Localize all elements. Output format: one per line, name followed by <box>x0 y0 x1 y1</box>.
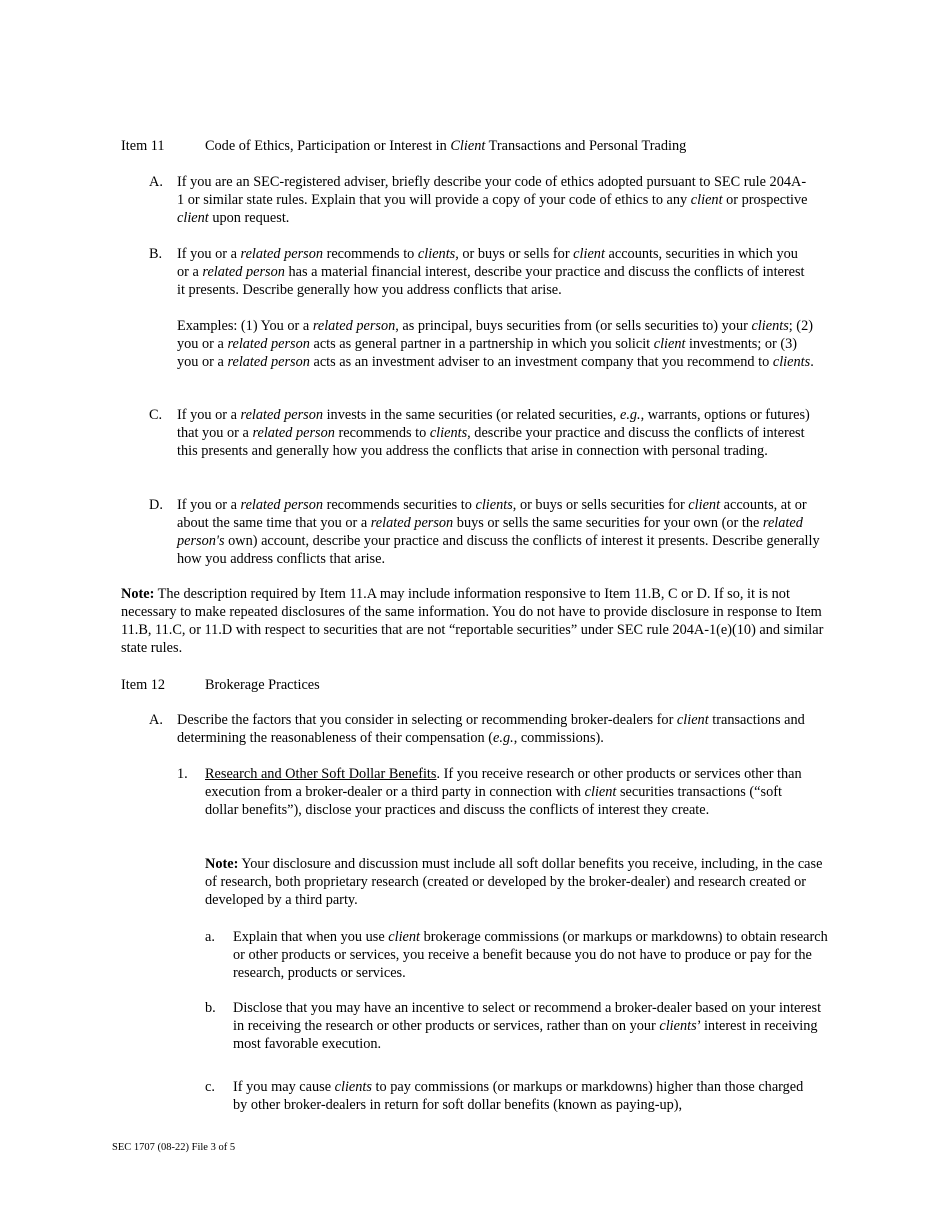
item-11b-label: B. <box>149 246 163 262</box>
item-11-note: Note: The description required by Item 11.A may include information responsive to Item 11.B, C or D. If so, it is not necessary to make repeated disclosures of the same information. You do not have to provide disclosure in response to Item 11.B, 11.C, or 11.D with respect to securities that are not “reportable securities” under SEC rule 204A-1(e)(10) and similar state rules. <box>121 586 824 656</box>
item-12a-label: A. <box>149 712 163 728</box>
item-12a1-label: 1. <box>177 766 188 782</box>
item-12a1b-label: b. <box>205 1000 216 1016</box>
item-12a1c-label: c. <box>205 1079 215 1095</box>
item-11-title: Code of Ethics, Participation or Interest in Client Transactions and Personal Trading <box>205 138 687 154</box>
item-11b-text: If you or a related person recommends to clients, or buys or sells for client accounts, securities in which you or a related person has a material financial interest, describe your practice and discuss the conflicts of interest it presents. Describe generally how you address conflicts that arise. <box>177 246 805 298</box>
item-12a1a-label: a. <box>205 929 215 945</box>
item-12a1a-text: Explain that when you use client brokerage commissions (or markups or markdowns) to obtain research or other products or services, you receive a benefit because you do not have to produce or pay for the research, products or services. <box>233 929 828 981</box>
item-11d-text: If you or a related person recommends securities to clients, or buys or sells securities for client accounts, at or about the same time that you or a related person buys or sells the same securities for your own (or the related person's own) account, describe your practice and discuss the conflicts of interest it presents. Describe generally how you address conflicts that arise. <box>177 497 820 567</box>
item-11c-label: C. <box>149 407 163 423</box>
item-12-number: Item 12 <box>121 677 166 693</box>
item-12a1b-text: Disclose that you may have an incentive to select or recommend a broker-dealer based on your interest in receiving the research or other products or services, rather than on your clients’ interest in receiving most favorable execution. <box>233 1000 822 1052</box>
item-12a1c-text: If you may cause clients to pay commissions (or markups or markdowns) higher than those charged by other broker-dealers in return for soft dollar benefits (known as paying-up), <box>233 1079 804 1113</box>
item-11a-text: If you are an SEC-registered adviser, briefly describe your code of ethics adopted pursuant to SEC rule 204A-1 or similar state rules. Explain that you will provide a copy of your code of ethics to any client or prospective client upon request. <box>177 174 808 226</box>
page-footer: SEC 1707 (08-22) File 3 of 5 <box>112 1142 236 1153</box>
item-12a1-text: Research and Other Soft Dollar Benefits. If you receive research or other products or services other than execution from a broker-dealer or a third party in connection with client securities transactions (“soft dollar benefits”), disclose your practices and discuss the conflicts of interest they create. <box>205 766 802 818</box>
item-11d-label: D. <box>149 497 163 513</box>
item-11-number: Item 11 <box>121 138 165 154</box>
item-12a-text: Describe the factors that you consider in selecting or recommending broker-dealers for client transactions and determining the reasonableness of their compensation (e.g., commissions). <box>177 712 805 746</box>
item-12-note: Note: Your disclosure and discussion must include all soft dollar benefits you receive, including, in the case of research, both proprietary research (created or developed by the broker-dealer) and research created or developed by a third party. <box>205 856 823 908</box>
item-11c-text: If you or a related person invests in the same securities (or related securities, e.g., warrants, options or futures) that you or a related person recommends to clients, describe your practice and discuss the conflicts of interest this presents and generally how you address the conflicts that arise in connection with personal trading. <box>177 407 810 459</box>
item-11b-examples: Examples: (1) You or a related person, as principal, buys securities from (or sells securities to) your clients; (2) you or a related person acts as general partner in a partnership in which you solicit client investments; or (3) you or a related person acts as an investment adviser to an investment company that you recommend to clients. <box>177 318 814 370</box>
item-11a-label: A. <box>149 174 163 190</box>
item-12-title: Brokerage Practices <box>205 677 320 693</box>
